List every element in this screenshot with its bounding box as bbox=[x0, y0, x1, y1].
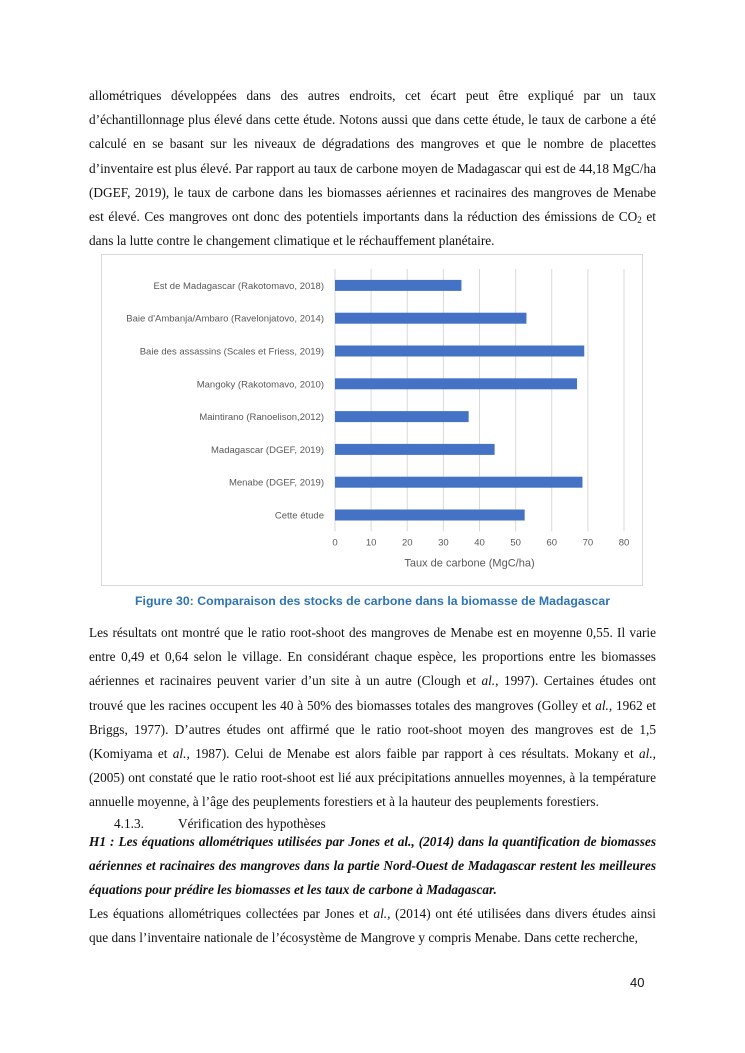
x-tick-label: 10 bbox=[365, 537, 377, 549]
page-number: 40 bbox=[630, 975, 645, 990]
x-tick-label: 60 bbox=[546, 537, 558, 549]
section-number: 4.1.3. bbox=[114, 816, 144, 831]
bar bbox=[335, 510, 525, 521]
y-tick-label: Baie d'Ambanja/Ambaro (Ravelonjatovo, 2014) bbox=[126, 313, 324, 325]
y-tick-label: Baie des assassins (Scales et Friess, 2019) bbox=[139, 346, 324, 358]
y-tick-label: Madagascar (DGEF, 2019) bbox=[211, 444, 324, 456]
figure-caption: Figure 30: Comparaison des stocks de carbone dans la biomasse de Madagascar bbox=[135, 594, 610, 608]
chart-canvas bbox=[102, 255, 642, 585]
x-tick-label: 0 bbox=[332, 537, 338, 549]
bar bbox=[335, 280, 461, 291]
bar bbox=[335, 477, 582, 488]
x-tick-label: 30 bbox=[438, 537, 449, 549]
paragraph-2: Les résultats ont montré que le ratio root-shoot des mangroves de Menabe est en moyenne 0,55. Il varie entre 0,49 et 0,64 selon le village. En considérant chaque espèce, les proportions entre les biomasses aériennes et racinaires peuvent varier d’un site à un autre (Clough et al., 1997). Certaines études ont trouvé que les racines occupent les 40 à 50% des biomasses totales des mangroves (Golley et al., 1962 et Briggs, 1977). D’autres études ont affirmé que le ratio root-shoot moyen des mangroves est de 1,5 (Komiyama et al., 1987). Celui de Menabe est alors faible par rapport à ces résultats. Mokany et al., (2005) ont constaté que le ratio root-shoot est lié aux précipitations annuelles moyennes, à la température annuelle moyenne, à l’âge des peuplements forestiers et à la hauteur des peuplements forestiers. bbox=[89, 625, 656, 810]
y-tick-label: Est de Madagascar (Rakotomavo, 2018) bbox=[153, 280, 324, 292]
hypothesis-h1: H1 : Les équations allométriques utilisées par Jones et al., (2014) dans la quantification de biomasses aériennes et racinaires des mangroves dans la partie Nord-Ouest de Madagascar restent les meilleures équations pour prédire les biomasses et les taux de carbone à Madagascar. bbox=[89, 834, 656, 898]
y-tick-label: Cette étude bbox=[274, 510, 324, 522]
x-tick-label: 40 bbox=[474, 537, 485, 549]
paragraph-1: allométriques développées dans des autres endroits, cet écart peut être expliqué par un taux d’échantillonnage plus élevé dans cette étude. Notons aussi que dans cette étude, le taux de carbone a été calculé en se basant sur les niveaux de dégradations des mangroves et que le nombre de placettes d’inventaire est plus élevé. Par rapport au taux de carbone moyen de Madagascar qui est de 44,18 MgC/ha (DGEF, 2019), le taux de carbone dans les biomasses aériennes et racinaires des mangroves de Menabe est élevé. Ces mangroves ont donc des potentiels importants dans la réduction des émissions de $CO_2$ et dans la lutte contre le changement climatique et le réchauffement planétaire. bbox=[89, 88, 656, 249]
x-tick-label: 80 bbox=[618, 537, 630, 549]
paragraph-3: Les équations allométriques collectées par Jones et al., (2014) ont été utilisées dans divers études ainsi que dans l’inventaire nationale de l’écosystème de Mangrove y compris Menabe. Dans cette recherche, bbox=[89, 906, 656, 946]
x-tick-label: 70 bbox=[582, 537, 594, 549]
x-tick-label: 20 bbox=[401, 537, 413, 549]
bar bbox=[335, 313, 526, 324]
x-axis-label: Taux de carbone (MgC/ha) bbox=[404, 557, 535, 570]
x-tick-label: 50 bbox=[510, 537, 521, 549]
bar bbox=[335, 346, 584, 357]
y-tick-label: Maintirano (Ranoelison,2012) bbox=[199, 412, 324, 424]
bar-chart bbox=[101, 254, 643, 586]
y-tick-label: Mangoky (Rakotomavo, 2010) bbox=[196, 379, 324, 391]
section-title: Vérification des hypothèses bbox=[178, 816, 326, 831]
bar bbox=[335, 411, 469, 422]
bar bbox=[335, 444, 495, 455]
y-tick-label: Menabe (DGEF, 2019) bbox=[228, 477, 324, 489]
bar bbox=[335, 378, 577, 389]
